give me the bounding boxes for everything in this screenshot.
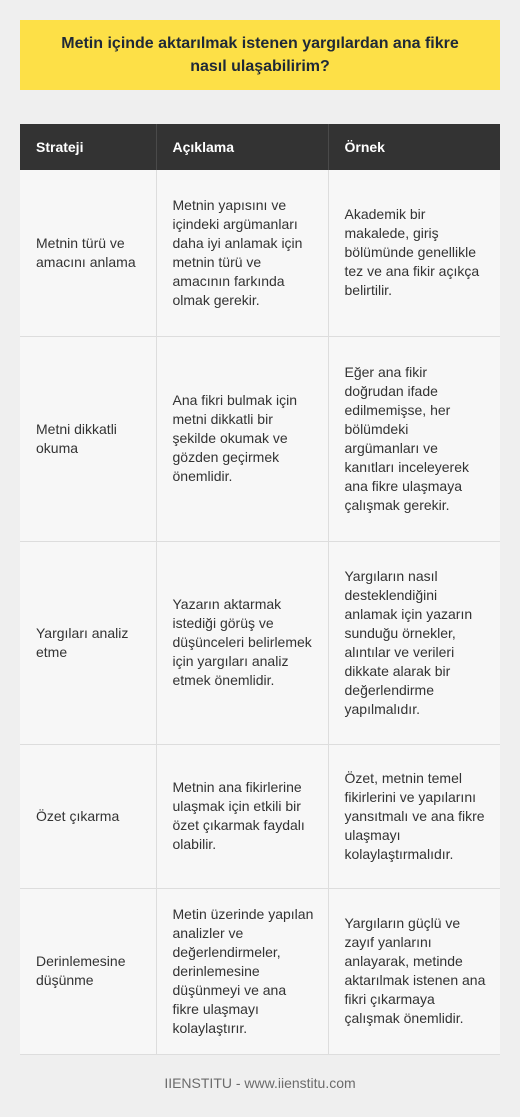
- cell-aciklama: Yazarın aktarmak istediği görüş ve düşünceleri belirlemek için yargıları analiz etmek önemlidir.: [156, 541, 328, 744]
- page-title: Metin içinde aktarılmak istenen yargılardan ana fikre nasıl ulaşabilirim?: [61, 35, 459, 75]
- cell-strateji: Yargıları analiz etme: [20, 541, 156, 744]
- column-header-strateji: Strateji: [20, 124, 156, 170]
- table-row: [20, 888, 500, 1054]
- cell-ornek: Yargıların güçlü ve zayıf yanlarını anlayarak, metinde aktarılmak istenen ana fikri çıkarmaya çalışmak önemlidir.: [328, 888, 500, 1054]
- table-row: [20, 170, 500, 336]
- cell-aciklama: Ana fikri bulmak için metni dikkatli bir şekilde okumak ve gözden geçirmek önemlidir.: [156, 336, 328, 541]
- table-row: [20, 541, 500, 744]
- table-row: [20, 744, 500, 888]
- cell-ornek: Özet, metnin temel fikirlerini ve yapılarını yansıtmalı ve ana fikre ulaşmayı kolaylaştırmalıdır.: [328, 744, 500, 888]
- cell-aciklama: Metnin yapısını ve içindeki argümanları daha iyi anlamak için metnin türü ve amacının farkında olmak gerekir.: [156, 170, 328, 336]
- cell-strateji: Metnin türü ve amacını anlama: [20, 170, 156, 336]
- cell-strateji: Özet çıkarma: [20, 744, 156, 888]
- table-row: [20, 336, 500, 541]
- cell-ornek: Yargıların nasıl desteklendiğini anlamak için yazarın sunduğu örnekler, alıntılar ve verileri dikkate alarak bir değerlendirme yapılmalıdır.: [328, 541, 500, 744]
- column-header-ornek: Örnek: [328, 124, 500, 170]
- cell-ornek: Eğer ana fikir doğrudan ifade edilmemişse, her bölümdeki argümanları ve kanıtları inceleyerek ana fikre ulaşmaya çalışmak gerekir.: [328, 336, 500, 541]
- cell-ornek: Akademik bir makalede, giriş bölümünde genellikle tez ve ana fikir açıkça belirtilir.: [328, 170, 500, 336]
- title-banner: [20, 20, 500, 90]
- cell-strateji: Metni dikkatli okuma: [20, 336, 156, 541]
- cell-aciklama: Metin üzerinde yapılan analizler ve değerlendirmeler, derinlemesine düşünmeyi ve ana fikre ulaşmayı kolaylaştırır.: [156, 888, 328, 1054]
- cell-aciklama: Metnin ana fikirlerine ulaşmak için etkili bir özet çıkarmak faydalı olabilir.: [156, 744, 328, 888]
- cell-strateji: Derinlemesine düşünme: [20, 888, 156, 1054]
- table-header-row: [20, 124, 500, 170]
- strategy-table: [20, 124, 500, 1055]
- column-header-aciklama: Açıklama: [156, 124, 328, 170]
- footer-credit: IIENSTITU - www.iienstitu.com: [164, 1075, 356, 1091]
